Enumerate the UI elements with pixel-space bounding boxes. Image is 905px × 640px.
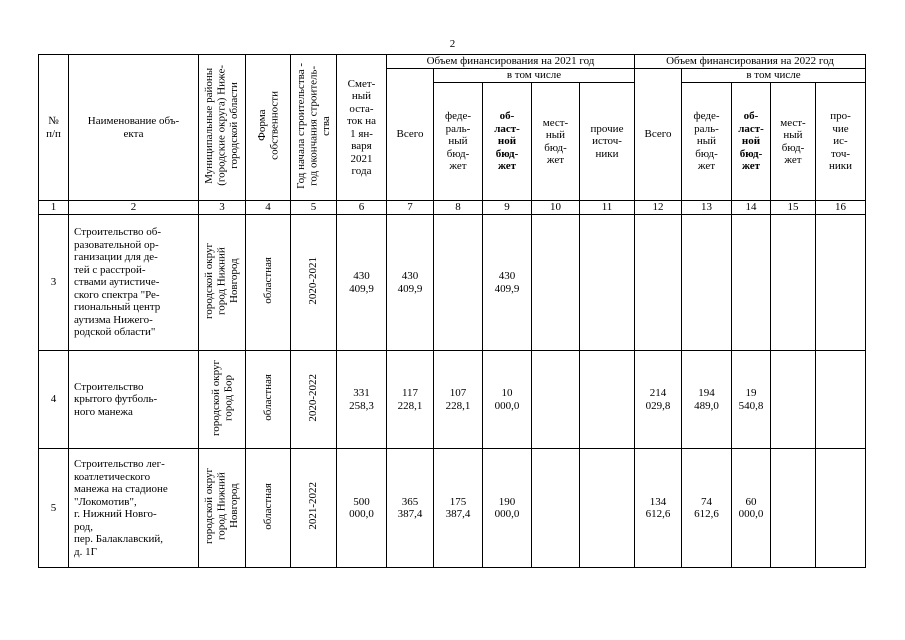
page-number: 2 <box>449 38 456 50</box>
row-district-text: городской округ город Нижний Новгород <box>203 468 241 545</box>
header-incl-2021: в том числе <box>434 69 635 83</box>
row-total-2022: 214 029,8 <box>635 351 682 449</box>
header-num: № п/п <box>39 55 69 201</box>
row-regional-2021: 190 000,0 <box>483 449 532 568</box>
col-number: 9 <box>483 201 532 215</box>
column-number-row <box>39 201 866 215</box>
row-other-2021 <box>580 215 635 351</box>
row-object-name: Строительство лег- коатлетического манежа на стадионе "Локомотив", г. Нижний Новго- род, пер. Балаклавский, д. 1Г <box>69 449 199 568</box>
row-regional-2022 <box>732 215 771 351</box>
row-federal-2021: 107 228,1 <box>434 351 483 449</box>
row-ownership <box>246 351 291 449</box>
header-ownership-text: Форма собственности <box>255 91 280 161</box>
header-name: Наименование объ- екта <box>69 55 199 201</box>
header-regional-2022: об- ласт- ной бюд- жет <box>732 83 771 201</box>
table-row <box>39 351 866 449</box>
header-fin-2022: Объем финансирования на 2022 год <box>635 55 866 69</box>
row-ownership-text: областная <box>261 257 274 305</box>
header-federal-2022: феде- раль- ный бюд- жет <box>682 83 732 201</box>
row-object-name: Строительство крытого футболь- ного манежа <box>69 351 199 449</box>
col-number: 1 <box>39 201 69 215</box>
row-balance: 430 409,9 <box>337 215 387 351</box>
header-regional-2021: об- ласт- ной бюд- жет <box>483 83 532 201</box>
row-total-2021: 430 409,9 <box>387 215 434 351</box>
header-federal-2021: феде- раль- ный бюд- жет <box>434 83 483 201</box>
col-number: 11 <box>580 201 635 215</box>
row-ownership-text: областная <box>261 374 274 422</box>
row-federal-2022: 74 612,6 <box>682 449 732 568</box>
row-balance: 331 258,3 <box>337 351 387 449</box>
row-local-2021 <box>532 215 580 351</box>
col-number: 7 <box>387 201 434 215</box>
table-row <box>39 215 866 351</box>
header-ownership <box>246 55 291 201</box>
row-other-2021 <box>580 449 635 568</box>
col-number: 12 <box>635 201 682 215</box>
header-years-text: Год начала строительства - год окончания строитель- ства <box>294 62 332 189</box>
row-local-2021 <box>532 449 580 568</box>
row-regional-2021: 10 000,0 <box>483 351 532 449</box>
row-federal-2021 <box>434 215 483 351</box>
header-fin-2021: Объем финансирования на 2021 год <box>387 55 635 69</box>
header-balance: Смет- ный оста- ток на 1 ян- варя 2021 года <box>337 55 387 201</box>
row-regional-2022: 60 000,0 <box>732 449 771 568</box>
row-district <box>199 449 246 568</box>
row-ownership-text: областная <box>261 482 274 530</box>
row-district-text: городской округ город Бор <box>209 359 234 436</box>
header-total-2021: Всего <box>387 69 434 201</box>
row-local-2021 <box>532 351 580 449</box>
row-years-text: 2020-2021 <box>307 256 320 305</box>
row-federal-2022: 194 489,0 <box>682 351 732 449</box>
row-num: 3 <box>39 215 69 351</box>
col-number: 15 <box>771 201 816 215</box>
row-other-2022 <box>816 351 866 449</box>
row-other-2021 <box>580 351 635 449</box>
col-number: 4 <box>246 201 291 215</box>
row-years <box>291 215 337 351</box>
row-regional-2022: 19 540,8 <box>732 351 771 449</box>
col-number: 6 <box>337 201 387 215</box>
row-federal-2022 <box>682 215 732 351</box>
header-local-2022: мест- ный бюд- жет <box>771 83 816 201</box>
header-row-1 <box>39 55 866 69</box>
header-district <box>199 55 246 201</box>
header-years <box>291 55 337 201</box>
col-number: 2 <box>69 201 199 215</box>
table-row <box>39 449 866 568</box>
row-ownership <box>246 215 291 351</box>
header-incl-2022: в том числе <box>682 69 866 83</box>
row-years <box>291 449 337 568</box>
row-ownership <box>246 449 291 568</box>
col-number: 16 <box>816 201 866 215</box>
row-federal-2021: 175 387,4 <box>434 449 483 568</box>
col-number: 10 <box>532 201 580 215</box>
row-total-2022 <box>635 215 682 351</box>
row-local-2022 <box>771 449 816 568</box>
row-district <box>199 351 246 449</box>
row-years-text: 2020-2022 <box>307 373 320 422</box>
row-local-2022 <box>771 351 816 449</box>
row-object-name: Строительство об- разовательной ор- ганизации для де- тей с расстрой- ствами аутистиче- ского спектра "Ре- гиональный центр аутизма Нижего- родской области" <box>69 215 199 351</box>
row-total-2021: 117 228,1 <box>387 351 434 449</box>
row-balance: 500 000,0 <box>337 449 387 568</box>
header-total-2022: Всего <box>635 69 682 201</box>
col-number: 14 <box>732 201 771 215</box>
col-number: 3 <box>199 201 246 215</box>
row-district <box>199 215 246 351</box>
financing-table <box>38 54 866 568</box>
row-num: 5 <box>39 449 69 568</box>
col-number: 8 <box>434 201 483 215</box>
row-other-2022 <box>816 215 866 351</box>
header-district-text: Муниципальные районы (городские округа) Ниже- городской области <box>203 65 241 187</box>
header-other-2022: про- чие ис- точ- ники <box>816 83 866 201</box>
row-total-2022: 134 612,6 <box>635 449 682 568</box>
header-other-2021: прочие источ- ники <box>580 83 635 201</box>
row-years <box>291 351 337 449</box>
row-total-2021: 365 387,4 <box>387 449 434 568</box>
row-local-2022 <box>771 215 816 351</box>
row-num: 4 <box>39 351 69 449</box>
row-regional-2021: 430 409,9 <box>483 215 532 351</box>
col-number: 5 <box>291 201 337 215</box>
row-district-text: городской округ город Нижний Новгород <box>203 242 241 319</box>
header-local-2021: мест- ный бюд- жет <box>532 83 580 201</box>
col-number: 13 <box>682 201 732 215</box>
row-years-text: 2021-2022 <box>307 482 320 531</box>
row-other-2022 <box>816 449 866 568</box>
